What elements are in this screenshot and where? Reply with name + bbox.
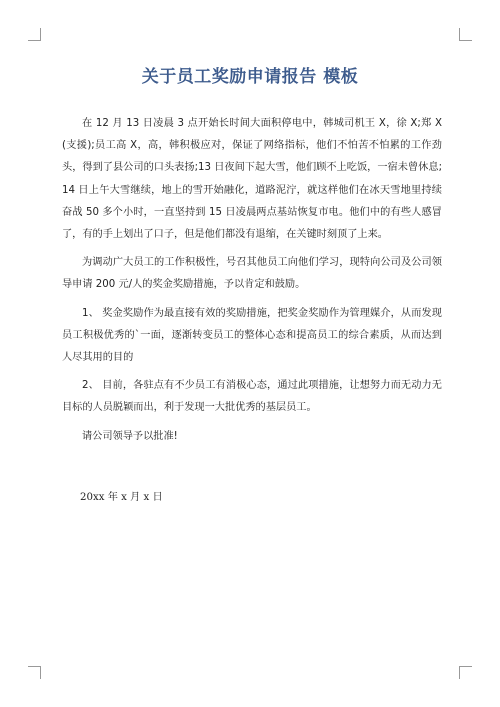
corner-mark-bottom-right	[459, 666, 472, 679]
paragraph-request: 为调动广大员工的工作积极性，号召其他员工向他们学习，现特向公司及公司领导申请 200 元/人的奖金奖励措施，予以肯定和鼓励。	[62, 257, 442, 291]
document-body	[62, 113, 442, 454]
corner-mark-top-right	[459, 28, 472, 41]
corner-mark-top-left	[28, 28, 41, 41]
paragraph-incident: 在 12 月 13 日凌晨 3 点开始长时间大面积停电中，韩城司机王 X，徐 X;郑 X(支援);员工高 X，高，韩积极应对，保证了网络指标，他们不怕苦不怕累的工作劲头，得到了县公司的口头表扬;13 日夜间下起大雪，他们顾不上吃饭，一宿未曾休息;14 日上午大雪继续，地上的雪开始融化，道路泥泞，就这样他们在冰天雪地里持续奋战 50 多个小时，一直坚持到 15 日凌晨两点基站恢复市电。他们中的有些人感冒了，有的手上划出了口子，但是他们都没有退缩，在关键时刻顶了上来。	[62, 118, 442, 241]
paragraph-point-2: 2、 目前，各驻点有不少员工有消极心态，通过此项措施，让想努力而无动力无目标的人员脱颖而出，利于发现一大批优秀的基层员工。	[62, 380, 442, 414]
corner-mark-bottom-left	[28, 666, 41, 679]
closing-line: 请公司领导予以批准!	[82, 430, 178, 442]
document-title: 关于员工奖励申请报告 模板	[141, 67, 359, 87]
document-date: 20xx 年 x 月 x 日	[80, 492, 163, 503]
paragraph-point-1: 1、 奖金奖励作为最直接有效的奖励措施，把奖金奖励作为管理媒介，从而发现员工积极优秀的`一面，逐渐转变员工的整体心态和提高员工的综合素质，从而达到人尽其用的目的	[62, 307, 442, 364]
